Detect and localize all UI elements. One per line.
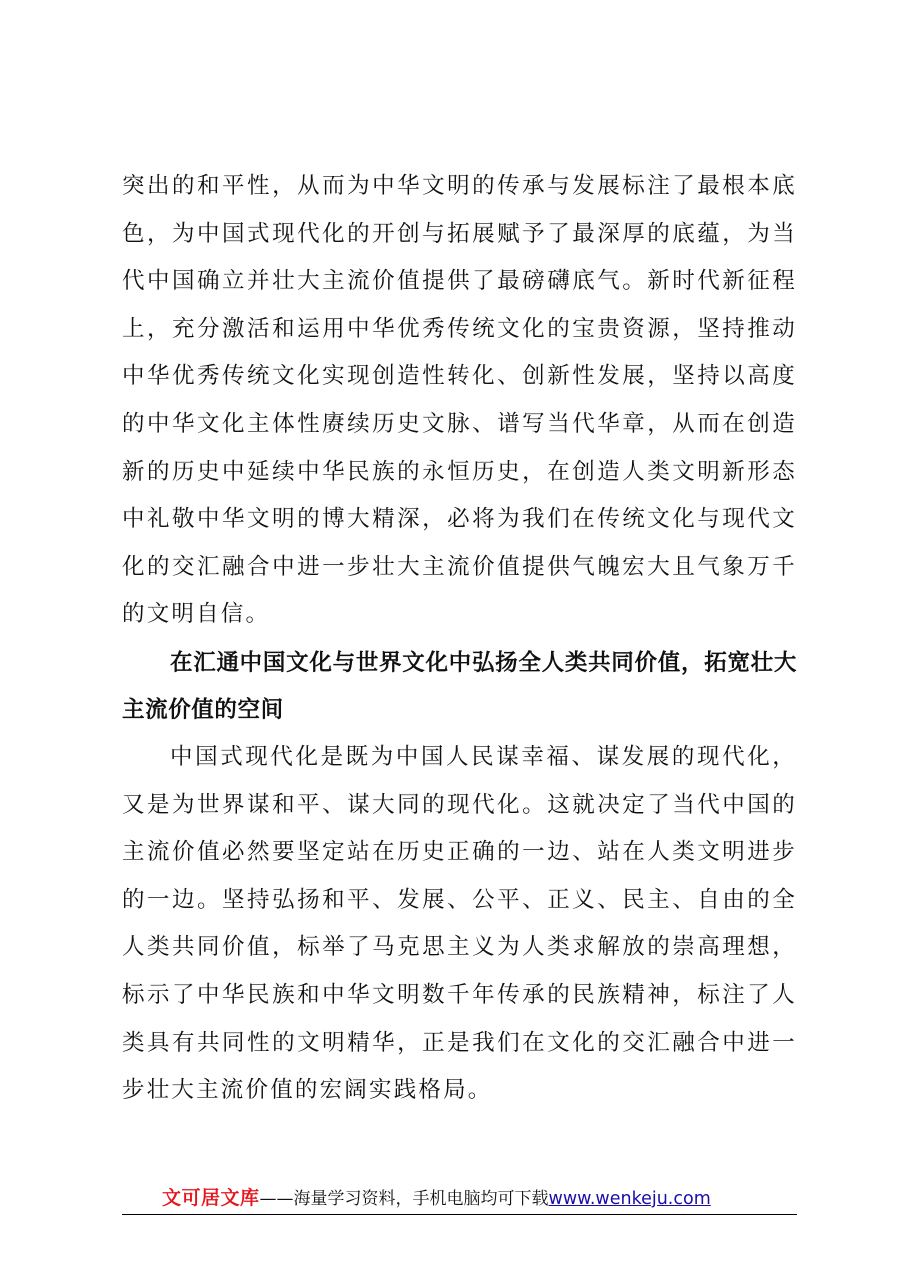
footer-website-link[interactable]: www.wenkeju.com [548,1189,711,1209]
page-footer [122,1178,797,1215]
paragraph-body: 中国式现代化是既为中国人民谋幸福、谋发展的现代化，又是为世界谋和平、谋大同的现代化。这就决定了当代中国的主流价值必然要坚定站在历史正确的一边、站在人类文明进步的一边。坚持弘扬和平、发展、公平、正义、民主、自由的全人类共同价值，标举了马克思主义为人类求解放的崇高理想，标示了中华民族和中华文明数千年传承的民族精神，标注了人类具有共同性的文明精华，正是我们在文化的交汇融合中进一步壮大主流价值的宏阔实践格局。 [122,744,797,1104]
paragraph-continuation: 突出的和平性，从而为中华文明的传承与发展标注了最根本底色，为中国式现代化的开创与拓展赋予了最深厚的底蕴，为当代中国确立并壮大主流价值提供了最磅礴底气。新时代新征程上，充分激活和运用中华优秀传统文化的宝贵资源，坚持推动中华优秀传统文化实现创造性转化、创新性发展，坚持以高度的中华文化主体性赓续历史文脉、谱写当代华章，从而在创造新的历史中延续中华民族的永恒历史，在创造人类文明新形态中礼敬中华文明的博大精深，必将为我们在传统文化与现代文化的交汇融合中进一步壮大主流价值提供气魄宏大且气象万千的文明自信。 [122,173,797,628]
footer-line [162,1183,711,1210]
footer-tagline: ——海量学习资料，手机电脑均可下载 [259,1189,549,1209]
section-heading: 在汇通中国文化与世界文化中弘扬全人类共同价值，拓宽壮大主流价值的空间 [122,650,797,723]
footer-brand: 文可居文库 [162,1187,260,1209]
